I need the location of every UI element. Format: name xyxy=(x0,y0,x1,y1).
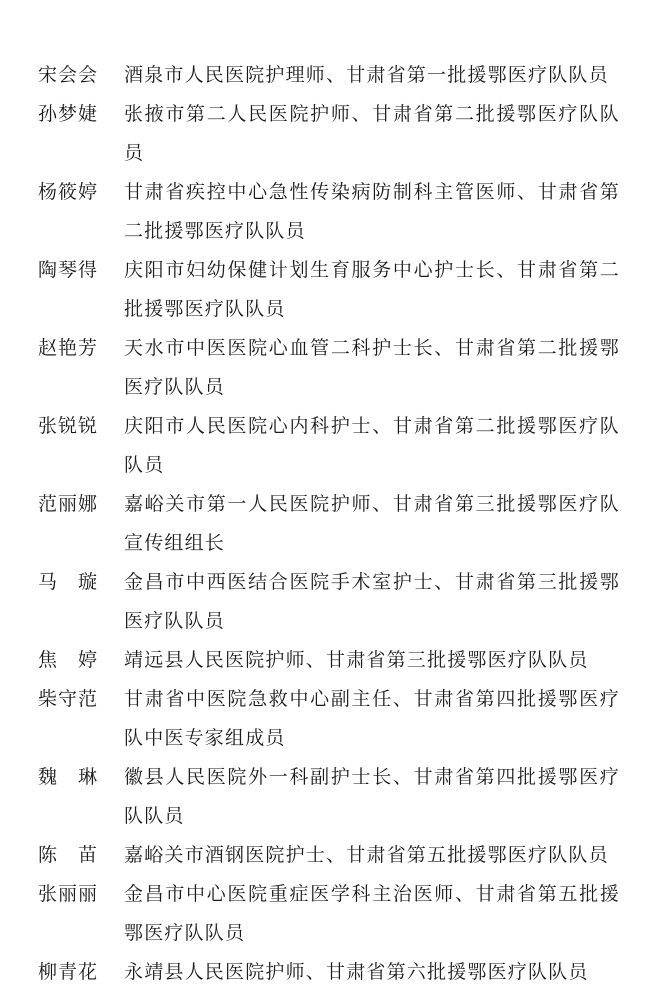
person-name: 宋会会 xyxy=(38,64,99,86)
person-name: 马 璇 xyxy=(38,571,99,593)
list-item xyxy=(38,641,620,680)
person-name: 陶琴得 xyxy=(38,259,99,281)
person-name: 孙梦婕 xyxy=(38,103,99,125)
person-description: 甘肃省疾控中心急性传染病防制科主管医师、甘肃省第二批援鄂医疗队队员 xyxy=(124,181,620,242)
list-item xyxy=(38,758,620,836)
list-item xyxy=(38,56,620,95)
person-name: 柳青花 xyxy=(38,961,99,983)
list-item xyxy=(38,836,620,875)
person-description: 甘肃省中医院急救中心副主任、甘肃省第四批援鄂医疗队中医专家组成员 xyxy=(124,688,620,749)
person-name: 柴守范 xyxy=(38,688,99,710)
list-item xyxy=(38,680,620,758)
person-name: 焦 婷 xyxy=(38,649,99,671)
person-description: 嘉峪关市酒钢医院护士、甘肃省第五批援鄂医疗队队员 xyxy=(124,844,609,866)
person-description: 张掖市第二人民医院护师、甘肃省第二批援鄂医疗队队员 xyxy=(124,103,620,164)
person-name: 张丽丽 xyxy=(38,883,99,905)
person-description: 庆阳市妇幼保健计划生育服务中心护士长、甘肃省第二批援鄂医疗队队员 xyxy=(124,259,620,320)
list-item xyxy=(38,173,620,251)
list-item xyxy=(38,563,620,641)
person-description: 靖远县人民医院护师、甘肃省第三批援鄂医疗队队员 xyxy=(124,649,589,671)
person-description: 永靖县人民医院护师、甘肃省第六批援鄂医疗队队员 xyxy=(124,961,589,983)
person-name: 范丽娜 xyxy=(38,493,99,515)
person-name: 陈 苗 xyxy=(38,844,99,866)
list-item xyxy=(38,485,620,563)
person-description: 庆阳市人民医院心内科护士、甘肃省第二批援鄂医疗队队员 xyxy=(124,415,620,476)
list-item xyxy=(38,953,620,992)
person-description: 金昌市中心医院重症医学科主治医师、甘肃省第五批援鄂医疗队队员 xyxy=(124,883,620,944)
person-description: 酒泉市人民医院护理师、甘肃省第一批援鄂医疗队队员 xyxy=(124,64,609,86)
person-description: 嘉峪关市第一人民医院护师、甘肃省第三批援鄂医疗队宣传组组长 xyxy=(124,493,620,554)
list-item xyxy=(38,875,620,953)
person-description: 金昌市中西医结合医院手术室护士、甘肃省第三批援鄂医疗队队员 xyxy=(124,571,620,632)
person-name: 张锐锐 xyxy=(38,415,99,437)
list-item xyxy=(38,329,620,407)
person-name: 赵艳芳 xyxy=(38,337,99,359)
list-item xyxy=(38,407,620,485)
list-item xyxy=(38,95,620,173)
person-description: 徽县人民医院外一科副护士长、甘肃省第四批援鄂医疗队队员 xyxy=(124,766,620,827)
person-description: 天水市中医医院心血管二科护士长、甘肃省第二批援鄂医疗队队员 xyxy=(124,337,620,398)
person-name: 魏 琳 xyxy=(38,766,99,788)
list-item xyxy=(38,251,620,329)
person-name: 杨筱婷 xyxy=(38,181,99,203)
